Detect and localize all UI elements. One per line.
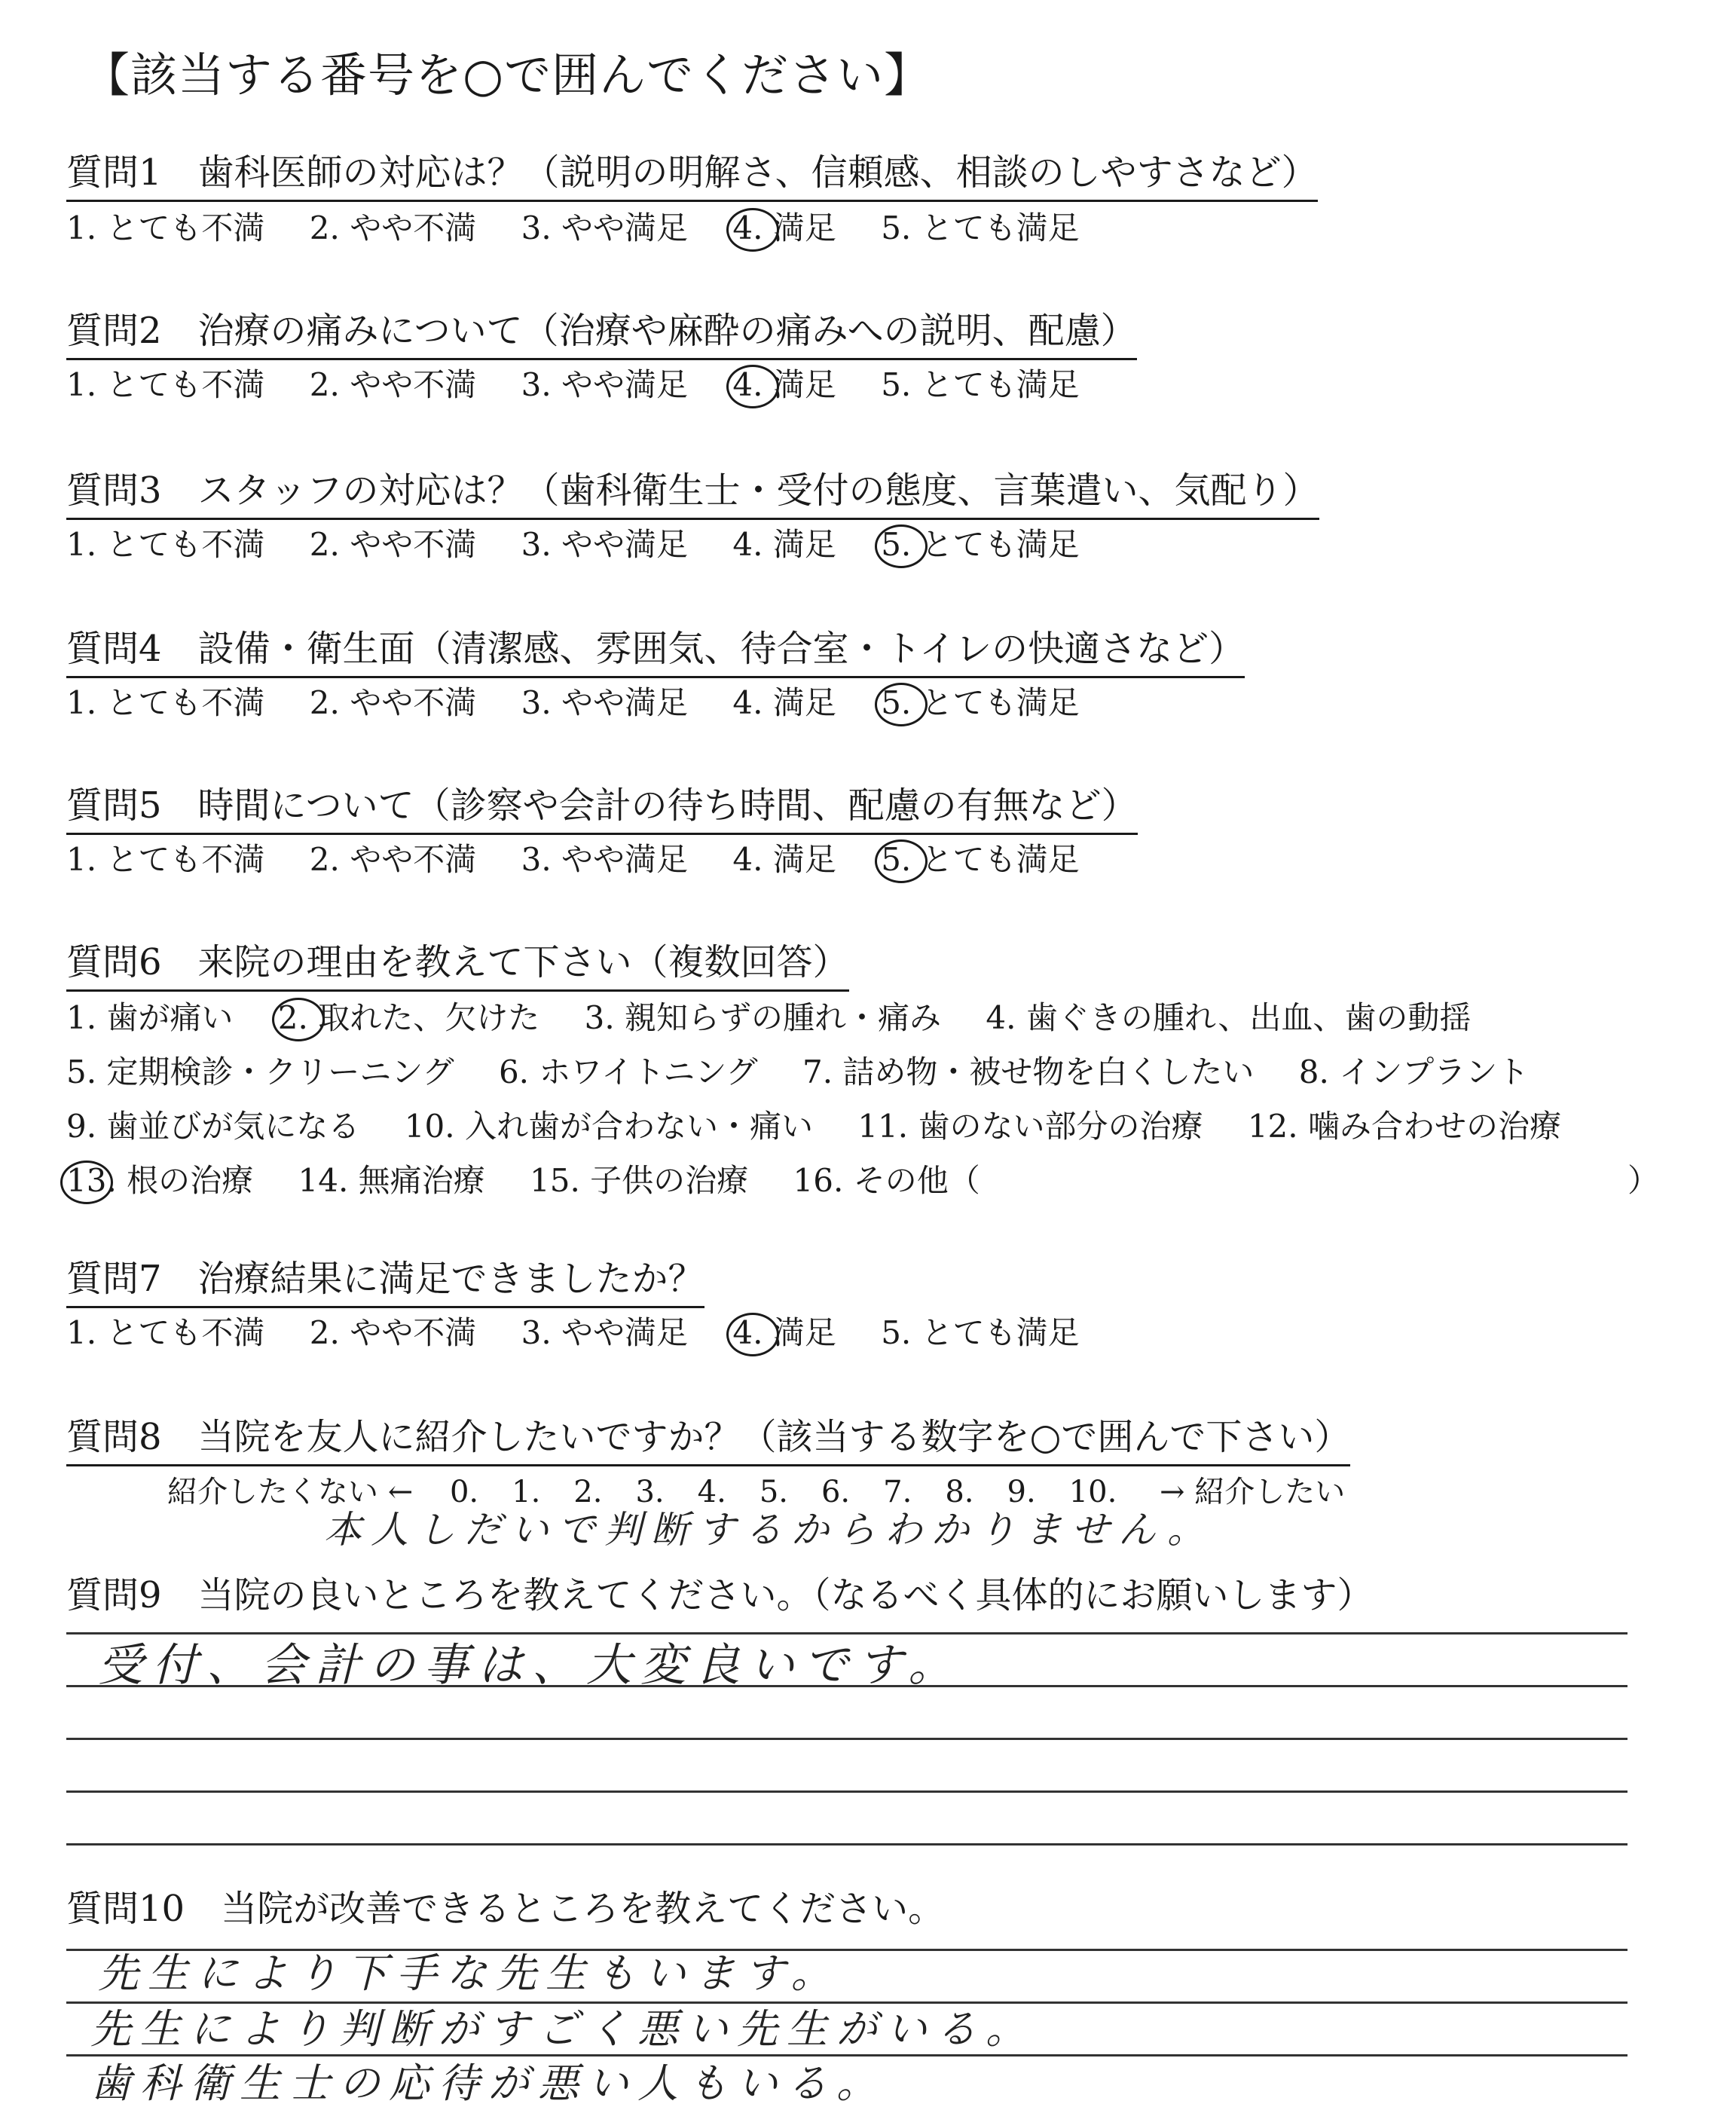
q8-scale-number[interactable]: 5.: [759, 1475, 788, 1509]
q8-scale-number[interactable]: 2.: [573, 1475, 603, 1509]
q10-handwritten-answer-2: 先生により判断がすごく悪い先生がいる。: [90, 2005, 1035, 2053]
q6-option-11[interactable]: 11. 歯のない部分の治療: [857, 1108, 1203, 1145]
question-1-title: 質問1 歯科医師の対応は？（説明の明解さ、信頼感、相談のしやすさなど）: [66, 143, 1318, 202]
question-3-options: [66, 520, 1114, 565]
q9-answer-line-5: [66, 1843, 1628, 1845]
q2-option-4-selected[interactable]: 4. 満足: [732, 360, 836, 405]
q6-option-4[interactable]: 4. 歯ぐきの腫れ、出血、歯の動揺: [986, 999, 1472, 1036]
q6-option-2-selected[interactable]: 2. 取れた、欠けた: [278, 993, 539, 1038]
q8-scale-right-label: → 紹介したい: [1160, 1475, 1346, 1509]
q8-scale-number[interactable]: 7.: [883, 1475, 912, 1509]
q4-option-4[interactable]: 4. 満足: [732, 684, 836, 721]
q4-option-1[interactable]: 1. とても不満: [66, 684, 265, 721]
form-heading: 【該当する番号を○で囲んでください】: [83, 47, 932, 102]
q4-option-5-selected[interactable]: 5. とても満足: [881, 678, 1079, 723]
q10-handwritten-answer-3: 歯科衛生士の応待が悪い人もいる。: [90, 2060, 886, 2107]
question-10-title: 質問10 当院が改善できるところを教えてください。: [66, 1888, 945, 1930]
q7-option-1[interactable]: 1. とても不満: [66, 1314, 265, 1351]
q6-option-3[interactable]: 3. 親知らずの腫れ・痛み: [584, 999, 942, 1036]
q6-option-12[interactable]: 12. 噛み合わせの治療: [1247, 1108, 1561, 1145]
question-7-title: 質問7 治療結果に満足できましたか？: [66, 1249, 704, 1308]
q5-option-1[interactable]: 1. とても不満: [66, 841, 265, 878]
q4-option-3[interactable]: 3. やや満足: [521, 684, 689, 721]
q6-row-2: [66, 1047, 1563, 1093]
question-2-options: [66, 360, 1114, 405]
q8-scale-number[interactable]: 1.: [512, 1475, 541, 1509]
q8-scale-number[interactable]: 9.: [1007, 1475, 1036, 1509]
q3-option-5-selected[interactable]: 5. とても満足: [881, 520, 1079, 565]
q7-option-3[interactable]: 3. やや満足: [521, 1314, 689, 1351]
question-6-title: 質問6 来院の理由を教えて下さい（複数回答）: [66, 933, 849, 992]
q6-option-5[interactable]: 5. 定期検診・クリーニング: [66, 1053, 454, 1090]
question-9-title: 質問9 当院の良いところを教えてください。（なるべく具体的にお願いします）: [66, 1574, 1374, 1616]
q6-option-7[interactable]: 7. 詰め物・被せ物を白くしたい: [802, 1053, 1255, 1090]
q1-option-3[interactable]: 3. やや満足: [521, 209, 689, 246]
q10-handwritten-answer-1: 先生により下手な先生もいます。: [98, 1949, 841, 1997]
q3-option-1[interactable]: 1. とても不満: [66, 526, 265, 563]
q6-other-close-paren: ）: [1628, 1162, 1660, 1199]
q3-option-2[interactable]: 2. やや不満: [309, 526, 477, 563]
q8-scale-number[interactable]: 8.: [945, 1475, 974, 1509]
question-8-title: 質問8 当院を友人に紹介したいですか？（該当する数字を○で囲んで下さい）: [66, 1408, 1350, 1466]
q6-row-4: [66, 1156, 1015, 1201]
question-4-options: [66, 678, 1114, 723]
q5-option-2[interactable]: 2. やや不満: [309, 841, 477, 878]
q5-option-5-selected[interactable]: 5. とても満足: [881, 835, 1079, 880]
q6-option-15[interactable]: 15. 子供の治療: [530, 1162, 749, 1199]
question-5-options: [66, 835, 1114, 880]
q5-option-4[interactable]: 4. 満足: [732, 841, 836, 878]
question-4-title: 質問4 設備・衛生面（清潔感、雰囲気、待合室・トイレの快適さなど）: [66, 619, 1245, 678]
q1-option-5[interactable]: 5. とても満足: [881, 209, 1080, 246]
q7-option-4-selected[interactable]: 4. 満足: [732, 1308, 836, 1353]
question-1-options: [66, 203, 1114, 249]
q1-option-4-selected[interactable]: 4. 満足: [732, 203, 836, 249]
q9-answer-line-4: [66, 1790, 1628, 1793]
question-3-title: 質問3 スタッフの対応は？（歯科衛生士・受付の態度、言葉遣い、気配り）: [66, 461, 1319, 520]
q8-handwritten-answer: 本人しだいで判断するからわかりません。: [324, 1508, 1214, 1552]
q6-option-6[interactable]: 6. ホワイトニング: [498, 1053, 758, 1090]
q8-scale-number[interactable]: 4.: [697, 1475, 726, 1509]
q6-option-8[interactable]: 8. インプラント: [1298, 1053, 1530, 1090]
q5-option-3[interactable]: 3. やや満足: [521, 841, 689, 878]
question-2-title: 質問2 治療の痛みについて（治療や麻酔の痛みへの説明、配慮）: [66, 301, 1137, 360]
question-5-title: 質問5 時間について（診察や会計の待ち時間、配慮の有無など）: [66, 776, 1138, 835]
q3-option-3[interactable]: 3. やや満足: [521, 526, 689, 563]
q4-option-2[interactable]: 2. やや不満: [309, 684, 477, 721]
q2-option-3[interactable]: 3. やや満足: [521, 366, 689, 403]
q2-option-2[interactable]: 2. やや不満: [309, 366, 477, 403]
q6-option-16[interactable]: 16. その他（: [793, 1162, 980, 1199]
q6-option-10[interactable]: 10. 入れ歯が合わない・痛い: [404, 1108, 813, 1145]
q6-option-9[interactable]: 9. 歯並びが気になる: [66, 1108, 360, 1145]
q8-scale-number[interactable]: 6.: [821, 1475, 851, 1509]
question-7-options: [66, 1308, 1114, 1353]
q8-scale-number[interactable]: 10.: [1068, 1475, 1117, 1509]
q3-option-4[interactable]: 4. 満足: [732, 526, 836, 563]
q2-option-1[interactable]: 1. とても不満: [66, 366, 265, 403]
q1-option-2[interactable]: 2. やや不満: [309, 209, 477, 246]
q8-scale-number[interactable]: 0.: [449, 1475, 479, 1509]
q9-handwritten-answer: 受付、会計の事は、大変良いです。: [98, 1639, 963, 1692]
q8-scale-number[interactable]: 3.: [635, 1475, 665, 1509]
q6-option-14[interactable]: 14. 無痛治療: [298, 1162, 485, 1199]
q2-option-5[interactable]: 5. とても満足: [881, 366, 1080, 403]
q7-option-2[interactable]: 2. やや不満: [309, 1314, 477, 1351]
q6-option-13-selected[interactable]: 13. 根の治療: [66, 1156, 253, 1201]
q6-option-1[interactable]: 1. 歯が痛い: [66, 999, 234, 1036]
q9-answer-line-3: [66, 1738, 1628, 1740]
q7-option-5[interactable]: 5. とても満足: [881, 1314, 1080, 1351]
q8-scale-left-label: 紹介したくない ←: [167, 1475, 414, 1509]
q1-option-1[interactable]: 1. とても不満: [66, 209, 265, 246]
q6-row-1: [66, 993, 1505, 1038]
q6-row-3: [66, 1102, 1596, 1147]
